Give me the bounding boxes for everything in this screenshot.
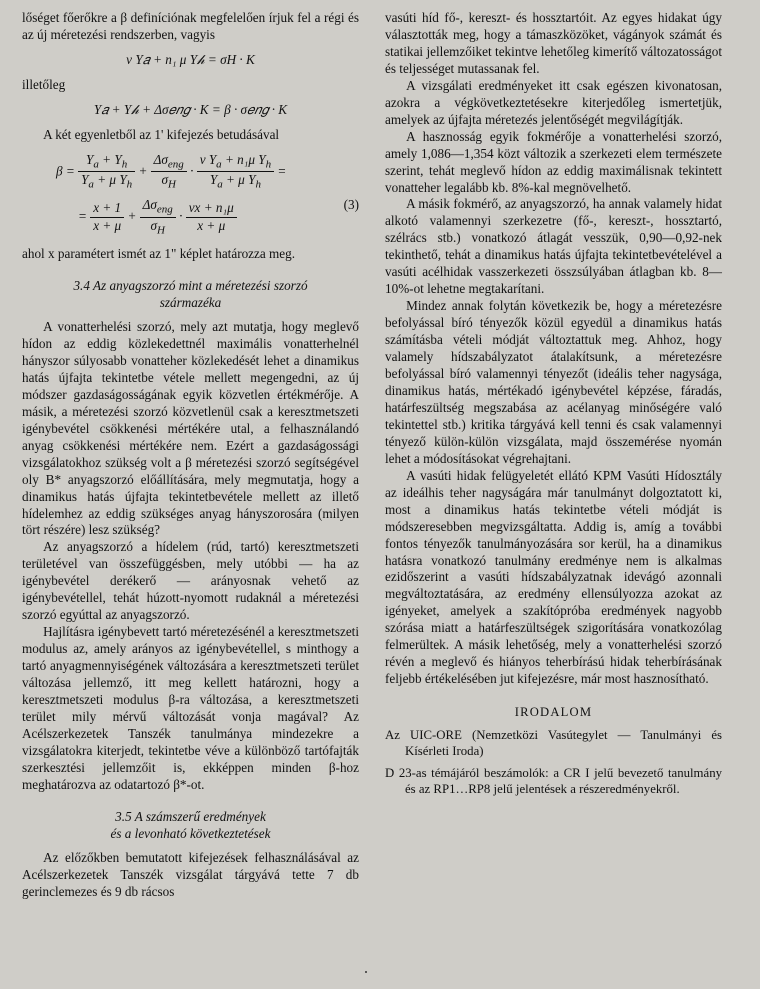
section-heading-3-4 [22, 277, 359, 311]
paragraph-anyagszorzo-3: Hajlításra igénybevett tartó méretezésénél a keresztmetszeti modulus az, amely arányos az igénybevétellel, s minthogy a tartó anyagmennyiségének változására a keresztmetszeti terület változása jellemző, itt meg kellett határozni, hogy a keresztmetszeti modulus β-ra változása, a keresztmetszeti terület mily mérvű változását vonja magával? Az Acélszerkezetek Tanszék tanulmánya mindezekre a vizsgálatokra kiterjedt, tekintetbe véve a különböző tartófajták szerkesztési jellemzőit is, ekképpen minden β-hoz meghatározva az odatartozó β*-ot. [22, 624, 359, 792]
section-3-5-title-line2: és a levonható következtetések [110, 825, 271, 841]
paragraph-ketegyenletbol: A két egyenletből az 1' kifejezés betudásával [43, 126, 280, 142]
section-3-5-title-line1: A számszerű eredmények [134, 808, 266, 824]
paragraph-right-2: A vizsgálati eredményeket itt csak egészen kivonatosan, azokra a végkövetkeztetésekre kiterjedőleg ismertetjük, amelyek az újfajta méretezés jelentőségét megvilágítják. [385, 77, 722, 127]
equation-2 [22, 102, 359, 119]
section-3-4-title-line1: Az anyagszorzó mint a méretezési szorzó [93, 277, 308, 293]
reference-item-2: D 23-as témájáról beszámolók: a CR I jelű bevezető tanulmány és az RP1…RP8 jelű jelentések a részeredményekről. [385, 765, 722, 796]
reference-item-1: Az UIC-ORE (Nemzetközi Vasútegylet — Tanulmányi és Kísérleti Iroda) [385, 728, 722, 759]
equation-3-line2: = $\frac{x + 1}{x + \mu}$ + $\frac{\Delta\sigma_{eng}}{\sigma_H}$ · $\frac{\text{νx + n₁μ}}{x + \mu}$ (3) [78, 197, 359, 237]
paragraph-anyagszorzo-1: A vonatterhelési szorzó, mely azt mutatja, hogy meglevő hídon az eddig közlekedettnél maximális vonatterhelnél hányszor súlyosabb vonatteher közlekedését lehet a dinamikus hatás újfajta tekintetbe vétele mellett megengedni, az új módszer gazdaságosságának egyik közvetlen értékmérője. A másik, a méretezési szorzó közvetlenül csak a keresztmetszeti igénybevétel csökkenési mértékére utal, a felhasználandó anyag csökkenési mértékére nem. Ezért a gazdaságossági vizsgálatokhoz szükség volt a β méretezési szorzó segítségével oly B* anyagszorzó előállítására, mely megmutatja, hogy a dinamikus hatás újfajta tekintetbevétele mellett az illető hídelemhez az eddig szükséges anyag hányszorosára (milyen tört részére) lesz szükség? [22, 319, 359, 538]
paragraph-right-1: vasúti híd fő-, kereszt- és hossztartóit. Az egyes hidakat úgy választották meg, hogy a támaszközöket, vágányok számát és statikai jellemzőiket tekintve lehetőleg kimerítő változatosságot és teljességet mutassanak fel. [385, 10, 722, 76]
paragraph-anyagszorzo-2: Az anyagszorzó a hídelem (rúd, tartó) keresztmetszeti területével van összefüggésben, mely utóbbi — ha az igénybevétel derékerő — arányosnak vehető az igénybevétellel, tehát húzott-nyomott rudaknál a méretezési szorzó egyúttal az anyagszorzó. [22, 539, 359, 623]
equation-1 [22, 52, 359, 69]
paragraph-elozokben: Az előzőkben bemutatott kifejezések felhasználásával az Acélszerkezetek Tanszék vizsgálat tárgyává tette 7 db gerinclemezes és 9 db rácsos [22, 850, 359, 899]
paragraph-intro-left: lőséget főerőkre a β definíciónak megfelelően írjuk fel a régi és az új méretezési rendszerben, vagyis [22, 10, 359, 42]
equation-3-number: (3) [343, 197, 359, 213]
paragraph-illetoleg: illetőleg [22, 76, 66, 92]
section-3-5-number: 3.5 [115, 808, 132, 824]
paragraph-right-4: A másik fokmérő, az anyagszorzó, ha annak valamely hidat alkotó valamennyi szerkezetre (fő-, kereszt-, hossztartó, szélrács stb.) vonatkozó átlagát vesszük, 0,90—0,92-nek tekinthető, tehát a dinamikus hatás újfajta tekintetbevételével a vasúti acélhidak vasszerkezeti összsúlyában átlagban kb. 8—10%-ot lehetne megtakarítani. [385, 196, 722, 297]
right-column [385, 10, 722, 979]
two-column-layout [22, 10, 742, 979]
equation-3 [22, 152, 359, 238]
page-footer-dot [365, 971, 367, 973]
section-3-4-title-line2: származéka [159, 294, 222, 310]
left-column [22, 10, 359, 979]
references-heading: IRODALOM [514, 705, 593, 720]
equation-1-text: ν Y𝑎 + n₁ μ Y𝒽 = σH · K [126, 51, 255, 67]
paragraph-right-5: Mindez annak folytán következik be, hogy a méretezésre befolyással bíró tényezők közül egyedül a dinamikus hatás számításba vételi módját változtattuk meg. Ahhoz, hogy valamely hídszabályzatot átalakítsunk, a méretezésre befolyással bíró valamennyi tényezőt (ideális teher nagysága, dinamikus hatás, mértékadó igénybevétel képzése, fáradás, határfeszültség megszabása az acélanyag minőségére való tekintettel stb.) kritika tárgyává kell tenni és csak valamennyi tényező külön-külön vizsgálata, majd összemérése nyomán lehet a módosításokat végrehajtani. [385, 298, 722, 466]
paragraph-right-6: A vasúti hidak felügyeletét ellátó KPM Vasúti Hídosztály az ideálhis teher nagyságára már tanulmányt dolgoztatott ki, most a dinamikus hatás tekintetbe vételi módját is módszeresebben megvizsgáltatta. Addig is, amíg a további fontos tényezők tanulmányozására sor kerül, ha a dinamikus hatásra vonatkozó tanulmány eredménye nem is alkalmas ezidőszerint a vasúti hídszabályzatnak idevágó azonnali megváltoztatására, az eredmény ellensúlyozza azokat az igényeket, amelyek a szakítópróba eredmények nagyobb szórása miatt a határfeszültségek szigorítására vonatkozólag felmerültek. A másik lehetőség, mely a vonatterhelési szorzó révén a meglevő és hiányos teherbírású hidak teherbírásának feljebb értékelésében jut kifejezésre, már most hasznosítható. [385, 467, 722, 687]
paragraph-right-3: A hasznosság egyik fokmérője a vonatterhelési szorzó, amely 1,086—1,354 közt változik a szerkezeti elem természete szerint, tehát meglevő hídon az eddig maximálisnak tekintett vonatteher legalább kb. 8%-kal megnövelhető. [385, 128, 722, 195]
section-heading-3-5 [22, 808, 359, 842]
section-3-4-number: 3.4 [73, 277, 90, 293]
equation-2-text: Y𝑎 + Y𝒽 + Δσ𝑒𝑛𝑔 · K = β · σ𝑒𝑛𝑔 · K [93, 101, 288, 117]
paragraph-ahol-x: ahol x paramétert ismét az 1" képlet határozza meg. [22, 245, 296, 261]
equation-3-line1: β = $\frac{Y_a + Y_h}{Y_a + \mu Y_h}$ + $\frac{\Delta\sigma_{eng}}{\sigma_H}$ · $\frac{\nu Y_a + n_1\mu Y_h}{Y_a + \mu Y_h}$ = [56, 151, 287, 192]
